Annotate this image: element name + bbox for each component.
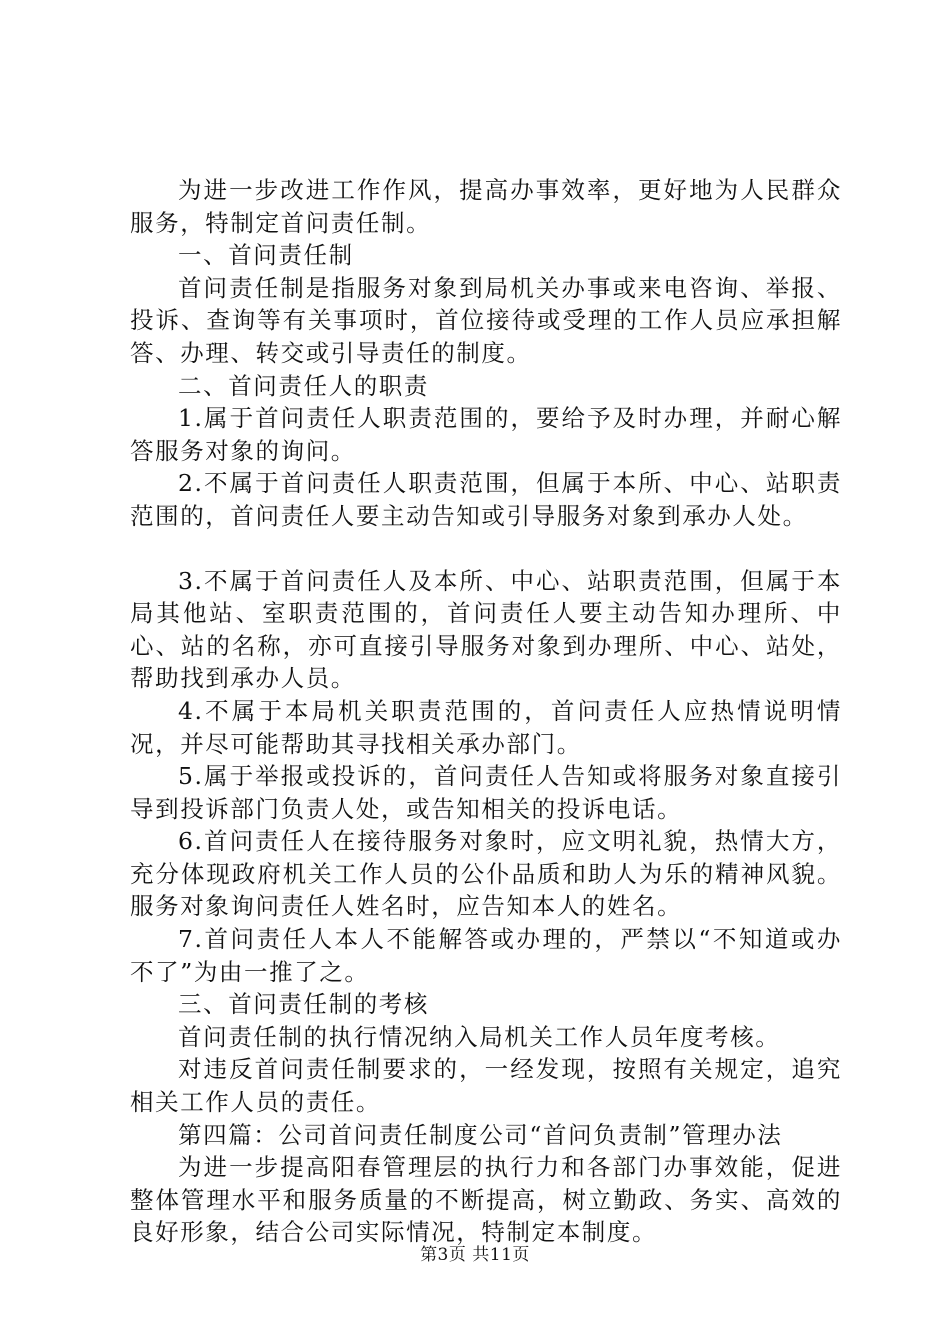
duty-item-4: 4.不属于本局机关职责范围的，首问责任人应热情说明情况，并尽可能帮助其寻找相关承办部门。 xyxy=(130,696,842,758)
duty-item-3: 3.不属于首问责任人及本所、中心、站职责范围，但属于本局其他站、室职责范围的，首问责任人要主动告知办理所、中心、站的名称，亦可直接引导服务对象到办理所、中心、站处，帮助找到承办人员。 xyxy=(130,566,842,693)
chapter-intro-paragraph: 为进一步提高阳春管理层的执行力和各部门办事效能，促进整体管理水平和服务质量的不断提高，树立勤政、务实、高效的良好形象，结合公司实际情况，特制定本制度。 xyxy=(130,1153,842,1247)
duty-item-7: 7.首问责任人本人不能解答或办理的，严禁以“不知道或办不了”为由一推了之。 xyxy=(130,925,842,986)
document-body xyxy=(130,174,842,1249)
intro-paragraph: 为进一步改进工作作风，提高办事效率，更好地为人民群众服务，特制定首问责任制。 xyxy=(130,176,842,237)
definition-paragraph: 首问责任制是指服务对象到局机关办事或来电咨询、举报、投诉、查询等有关事项时，首位接待或受理的工作人员应承担解答、办理、转交或引导责任的制度。 xyxy=(130,273,842,367)
section-heading-3: 三、首问责任制的考核 xyxy=(178,990,429,1019)
section-heading-1: 一、首问责任制 xyxy=(178,241,354,270)
duty-item-2: 2.不属于首问责任人职责范围，但属于本所、中心、站职责范围的，首问责任人要主动告知或引导服务对象到承办人处。 xyxy=(130,469,842,530)
assessment-paragraph-2: 对违反首问责任制要求的，一经发现，按照有关规定，追究相关工作人员的责任。 xyxy=(130,1055,842,1117)
duty-item-6: 6.首问责任人在接待服务对象时，应文明礼貌，热情大方，充分体现政府机关工作人员的公仆品质和助人为乐的精神风貌。服务对象询问责任人姓名时，应告知本人的姓名。 xyxy=(130,827,842,921)
duty-item-5: 5.属于举报或投诉的，首问责任人告知或将服务对象直接引导到投诉部门负责人处，或告知相关的投诉电话。 xyxy=(130,762,842,823)
assessment-paragraph-1: 首问责任制的执行情况纳入局机关工作人员年度考核。 xyxy=(178,1022,781,1051)
chapter-heading: 第四篇：公司首问责任制度公司“首问负责制”管理办法 xyxy=(178,1120,783,1149)
section-heading-2: 二、首问责任人的职责 xyxy=(178,371,429,400)
duty-item-1: 1.属于首问责任人职责范围的，要给予及时办理，并耐心解答服务对象的询问。 xyxy=(130,404,842,465)
page-number-footer: 第3页 共11页 xyxy=(420,1245,530,1265)
